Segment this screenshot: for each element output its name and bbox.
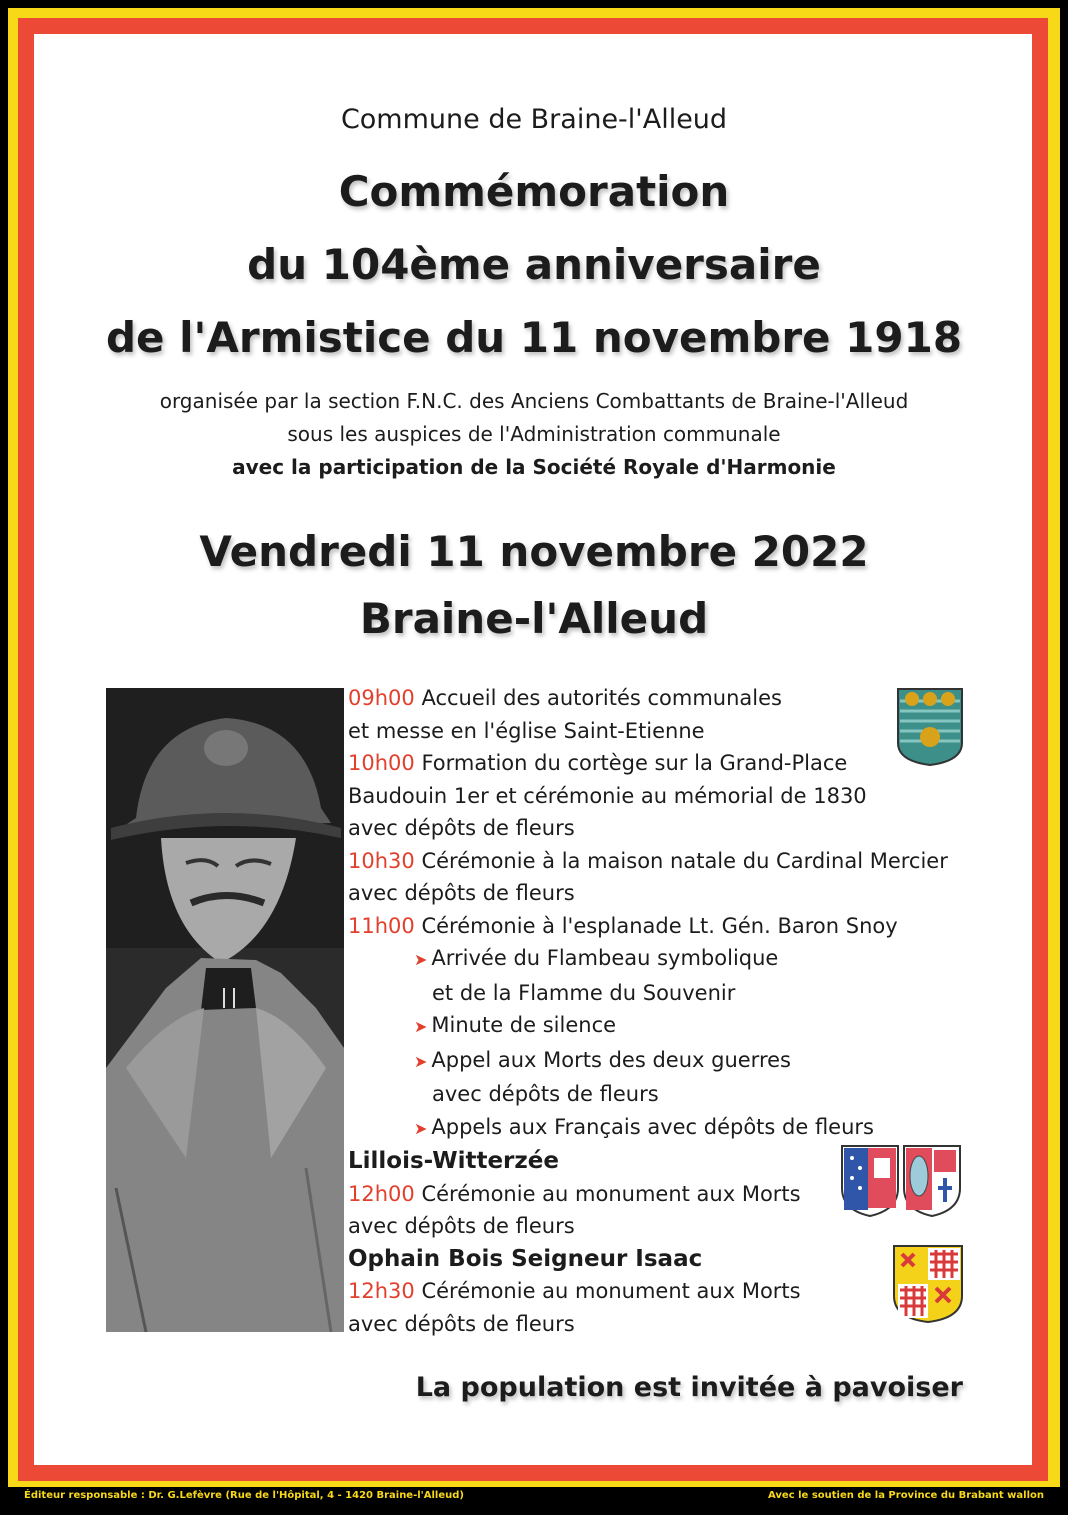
arrow-icon: ➤ — [414, 950, 428, 969]
bullet-item — [348, 1044, 968, 1079]
editor-credit: Éditeur responsable : Dr. G.Lefèvre (Rue de l'Hôpital, 4 - 1420 Braine-l'Alleud) — [24, 1490, 464, 1501]
place-heading-ophain: Ophain Bois Seigneur Isaac — [348, 1245, 703, 1272]
arrow-icon: ➤ — [414, 1051, 428, 1071]
bullet-continuation: et de la Flamme du Souvenir — [432, 980, 736, 1005]
program-item-1000 — [348, 747, 968, 780]
time-label: 12h30 — [348, 1279, 415, 1303]
commune-name: Commune de Braine-l'Alleud — [340, 104, 728, 135]
program-item-text: et messe en l'église Saint-Etienne — [348, 718, 705, 743]
program-text: Cérémonie à l'esplanade Lt. Gén. Baron Snoy — [421, 913, 898, 938]
time-label: 09h00 — [348, 686, 415, 710]
time-label: 10h30 — [348, 848, 415, 873]
program-text: Cérémonie à la maison natale du Cardinal Mercier — [421, 848, 948, 873]
bullet-item — [348, 1009, 968, 1044]
title-line-3: de l'Armistice du 11 novembre 1918 — [105, 313, 963, 362]
time-label: 11h00 — [348, 913, 415, 938]
event-date: Vendredi 11 novembre 2022 — [199, 527, 869, 576]
ophain-coat-of-arms-icon — [892, 1244, 964, 1324]
title-line-1: Commémoration — [338, 167, 730, 216]
program-item-text: avec dépôts de fleurs — [348, 881, 575, 905]
program-text: Formation du cortège sur la Grand-Place — [421, 751, 848, 775]
event-location: Braine-l'Alleud — [359, 594, 709, 643]
time-label: 12h00 — [348, 1181, 415, 1206]
time-label: 10h00 — [348, 751, 415, 775]
king-portrait-image — [106, 688, 344, 1332]
program-item-text: Baudouin 1er et cérémonie au mémorial de 1830 — [348, 783, 867, 808]
braine-coat-of-arms-icon — [896, 687, 964, 767]
arrow-icon: ➤ — [414, 1118, 428, 1138]
program-item-1230 — [348, 1275, 968, 1308]
program-item-1030 — [348, 845, 968, 878]
program-item-text: avec dépôts de fleurs — [348, 1311, 575, 1336]
bullet-item — [348, 1111, 968, 1146]
portrait-drawing — [106, 688, 344, 1332]
bullet-text: Minute de silence — [431, 1013, 617, 1037]
organisation-line-2: sous les auspices de l'Administration communale — [287, 422, 781, 446]
place-heading-lillois: Lillois-Witterzée — [348, 1148, 559, 1174]
program-list — [348, 682, 968, 1340]
lillois-coat-of-arms-icon — [840, 1142, 962, 1218]
arrow-icon: ➤ — [414, 1017, 428, 1036]
organisation-line-3: avec la participation de la Société Royale d'Harmonie — [232, 455, 836, 479]
program-item-1100 — [348, 910, 968, 943]
program-item-text: avec dépôts de fleurs — [348, 816, 575, 840]
closing-message: La population est invitée à pavoiser — [415, 1372, 963, 1403]
organisation-block — [0, 385, 1068, 484]
bullet-text: Appels aux Français avec dépôts de fleurs — [431, 1114, 874, 1139]
program-item-text: avec dépôts de fleurs — [348, 1214, 575, 1238]
program-item-0900 — [348, 682, 968, 715]
title-line-2: du 104ème anniversaire — [247, 240, 821, 289]
poster-title — [0, 155, 1068, 374]
support-credit: Avec le soutien de la Province du Brabant wallon — [768, 1490, 1044, 1501]
bullet-text: Arrivée du Flambeau symbolique — [431, 946, 779, 970]
bullet-continuation: avec dépôts de fleurs — [432, 1082, 659, 1106]
organisation-line-1: organisée par la section F.N.C. des Anciens Combattants de Braine-l'Alleud — [159, 389, 909, 413]
bullet-item — [348, 942, 968, 977]
program-text: Accueil des autorités communales — [421, 686, 782, 710]
bullet-text: Appel aux Morts des deux guerres — [431, 1047, 791, 1072]
program-text: Cérémonie au monument aux Morts — [421, 1181, 801, 1206]
event-date-block — [0, 518, 1068, 652]
program-text: Cérémonie au monument aux Morts — [421, 1279, 801, 1303]
